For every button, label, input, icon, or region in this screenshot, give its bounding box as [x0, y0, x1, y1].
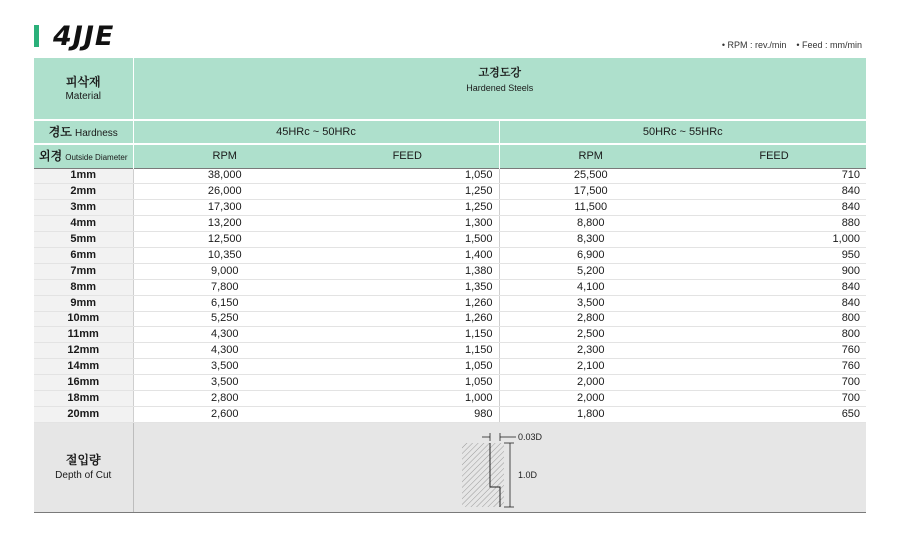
rpm-b-cell: 11,500 — [499, 200, 682, 216]
diameter-cell: 1mm — [34, 168, 133, 184]
feed-a-cell: 1,250 — [316, 200, 499, 216]
rpm-a-cell: 3,500 — [133, 375, 316, 391]
rpm-header-b: RPM — [499, 144, 682, 168]
rpm-b-cell: 2,100 — [499, 359, 682, 375]
hardness-label-en: Hardness — [74, 127, 118, 139]
rpm-a-cell: 6,150 — [133, 295, 316, 311]
feed-a-cell: 1,250 — [316, 184, 499, 200]
rpm-b-cell: 25,500 — [499, 168, 682, 184]
feed-a-cell: 1,000 — [316, 390, 499, 406]
material-label-cell — [34, 58, 133, 120]
rpm-b-cell: 2,000 — [499, 390, 682, 406]
rpm-a-cell: 2,600 — [133, 406, 316, 422]
table-row — [34, 279, 866, 295]
feed-a-cell: 1,050 — [316, 359, 499, 375]
rpm-b-cell: 5,200 — [499, 263, 682, 279]
rpm-a-cell: 9,000 — [133, 263, 316, 279]
axial-depth-label: 1.0D — [517, 469, 537, 480]
feed-b-cell: 880 — [682, 216, 866, 232]
feed-b-cell: 800 — [682, 311, 866, 327]
feed-b-cell: 760 — [682, 343, 866, 359]
depth-of-cut-figure-cell — [133, 422, 866, 512]
rpm-a-cell: 13,200 — [133, 216, 316, 232]
diameter-cell: 12mm — [34, 343, 133, 359]
title-accent-bar — [34, 25, 39, 47]
diameter-cell: 14mm — [34, 359, 133, 375]
feed-b-cell: 840 — [682, 279, 866, 295]
feed-a-cell: 1,050 — [316, 375, 499, 391]
table-row — [34, 375, 866, 391]
feed-b-cell: 950 — [682, 247, 866, 263]
diameter-cell: 11mm — [34, 327, 133, 343]
rpm-b-cell: 1,800 — [499, 406, 682, 422]
rpm-a-cell: 38,000 — [133, 168, 316, 184]
hardness-row — [34, 120, 866, 144]
material-row — [34, 58, 866, 120]
table-row — [34, 327, 866, 343]
rpm-a-cell: 7,800 — [133, 279, 316, 295]
table-row — [34, 295, 866, 311]
feed-b-cell: 900 — [682, 263, 866, 279]
diameter-label-ko: 외경 — [39, 148, 63, 163]
feed-a-cell: 980 — [316, 406, 499, 422]
material-value-en: Hardened Steels — [466, 83, 534, 93]
rpm-b-cell: 8,300 — [499, 232, 682, 248]
feed-a-cell: 1,400 — [316, 247, 499, 263]
feed-a-cell: 1,260 — [316, 295, 499, 311]
rpm-b-cell: 2,000 — [499, 375, 682, 391]
rpm-a-cell: 4,300 — [133, 327, 316, 343]
radial-depth-label: 0.03D — [517, 431, 542, 442]
feed-b-cell: 700 — [682, 375, 866, 391]
rpm-a-cell: 26,000 — [133, 184, 316, 200]
depth-of-cut-row — [34, 422, 866, 512]
table-row — [34, 263, 866, 279]
rpm-a-cell: 2,800 — [133, 390, 316, 406]
depth-of-cut-label-en: Depth of Cut — [55, 469, 112, 481]
diameter-cell: 7mm — [34, 263, 133, 279]
rpm-header-a: RPM — [133, 144, 316, 168]
feed-a-cell: 1,150 — [316, 343, 499, 359]
material-value-cell — [133, 58, 866, 120]
diameter-cell: 2mm — [34, 184, 133, 200]
diameter-cell: 9mm — [34, 295, 133, 311]
diameter-cell: 20mm — [34, 406, 133, 422]
rpm-a-cell: 5,250 — [133, 311, 316, 327]
hardness-range-b: 50HRc ~ 55HRc — [499, 120, 866, 144]
hardness-label-cell — [34, 120, 133, 144]
rpm-a-cell: 12,500 — [133, 232, 316, 248]
feed-b-cell: 800 — [682, 327, 866, 343]
rpm-a-cell: 17,300 — [133, 200, 316, 216]
feed-b-cell: 710 — [682, 168, 866, 184]
feed-b-cell: 760 — [682, 359, 866, 375]
feed-a-cell: 1,050 — [316, 168, 499, 184]
diameter-label-en: Outside Diameter — [65, 152, 128, 162]
table-row — [34, 184, 866, 200]
diameter-cell: 6mm — [34, 247, 133, 263]
table-row — [34, 247, 866, 263]
rpm-b-cell: 2,500 — [499, 327, 682, 343]
rpm-unit: • RPM : rev./min — [722, 40, 787, 50]
diameter-cell: 8mm — [34, 279, 133, 295]
feed-b-cell: 1,000 — [682, 232, 866, 248]
table-row — [34, 232, 866, 248]
table-row — [34, 359, 866, 375]
diameter-cell: 5mm — [34, 232, 133, 248]
diameter-cell: 3mm — [34, 200, 133, 216]
feed-a-cell: 1,350 — [316, 279, 499, 295]
page-title: 4JJE — [53, 20, 115, 52]
table-row — [34, 343, 866, 359]
rpm-b-cell: 6,900 — [499, 247, 682, 263]
diameter-cell: 18mm — [34, 390, 133, 406]
table-row — [34, 200, 866, 216]
diameter-cell: 10mm — [34, 311, 133, 327]
diameter-cell: 16mm — [34, 375, 133, 391]
depth-of-cut-diagram — [460, 427, 570, 511]
hardness-range-a: 45HRc ~ 50HRc — [133, 120, 499, 144]
feed-unit: • Feed : mm/min — [796, 40, 862, 50]
feed-a-cell: 1,300 — [316, 216, 499, 232]
rpm-b-cell: 2,300 — [499, 343, 682, 359]
feed-b-cell: 700 — [682, 390, 866, 406]
table-row — [34, 168, 866, 184]
feed-b-cell: 650 — [682, 406, 866, 422]
diameter-header-row — [34, 144, 866, 168]
depth-of-cut-label-ko: 절입량 — [65, 452, 101, 467]
rpm-a-cell: 10,350 — [133, 247, 316, 263]
cutting-conditions-table — [34, 58, 866, 513]
rpm-b-cell: 3,500 — [499, 295, 682, 311]
rpm-b-cell: 8,800 — [499, 216, 682, 232]
feed-a-cell: 1,150 — [316, 327, 499, 343]
feed-b-cell: 840 — [682, 200, 866, 216]
title-bar — [34, 22, 114, 50]
rpm-b-cell: 4,100 — [499, 279, 682, 295]
feed-b-cell: 840 — [682, 184, 866, 200]
hardness-label-ko: 경도 — [48, 124, 72, 139]
material-value-ko: 고경도강 — [478, 67, 522, 79]
rpm-b-cell: 17,500 — [499, 184, 682, 200]
rpm-a-cell: 4,300 — [133, 343, 316, 359]
material-label-en: Material — [65, 90, 102, 102]
depth-of-cut-label-cell — [34, 422, 133, 512]
feed-a-cell: 1,380 — [316, 263, 499, 279]
feed-a-cell: 1,260 — [316, 311, 499, 327]
feed-header-b: FEED — [682, 144, 866, 168]
workpiece-hatch — [462, 443, 504, 507]
rpm-b-cell: 2,800 — [499, 311, 682, 327]
table-row — [34, 216, 866, 232]
feed-b-cell: 840 — [682, 295, 866, 311]
diameter-label-cell — [34, 144, 133, 168]
table-row — [34, 311, 866, 327]
rpm-a-cell: 3,500 — [133, 359, 316, 375]
units-legend — [722, 40, 862, 50]
table-row — [34, 390, 866, 406]
feed-header-a: FEED — [316, 144, 499, 168]
feed-a-cell: 1,500 — [316, 232, 499, 248]
diameter-cell: 4mm — [34, 216, 133, 232]
table-row — [34, 406, 866, 422]
material-label-ko: 피삭재 — [65, 74, 101, 89]
